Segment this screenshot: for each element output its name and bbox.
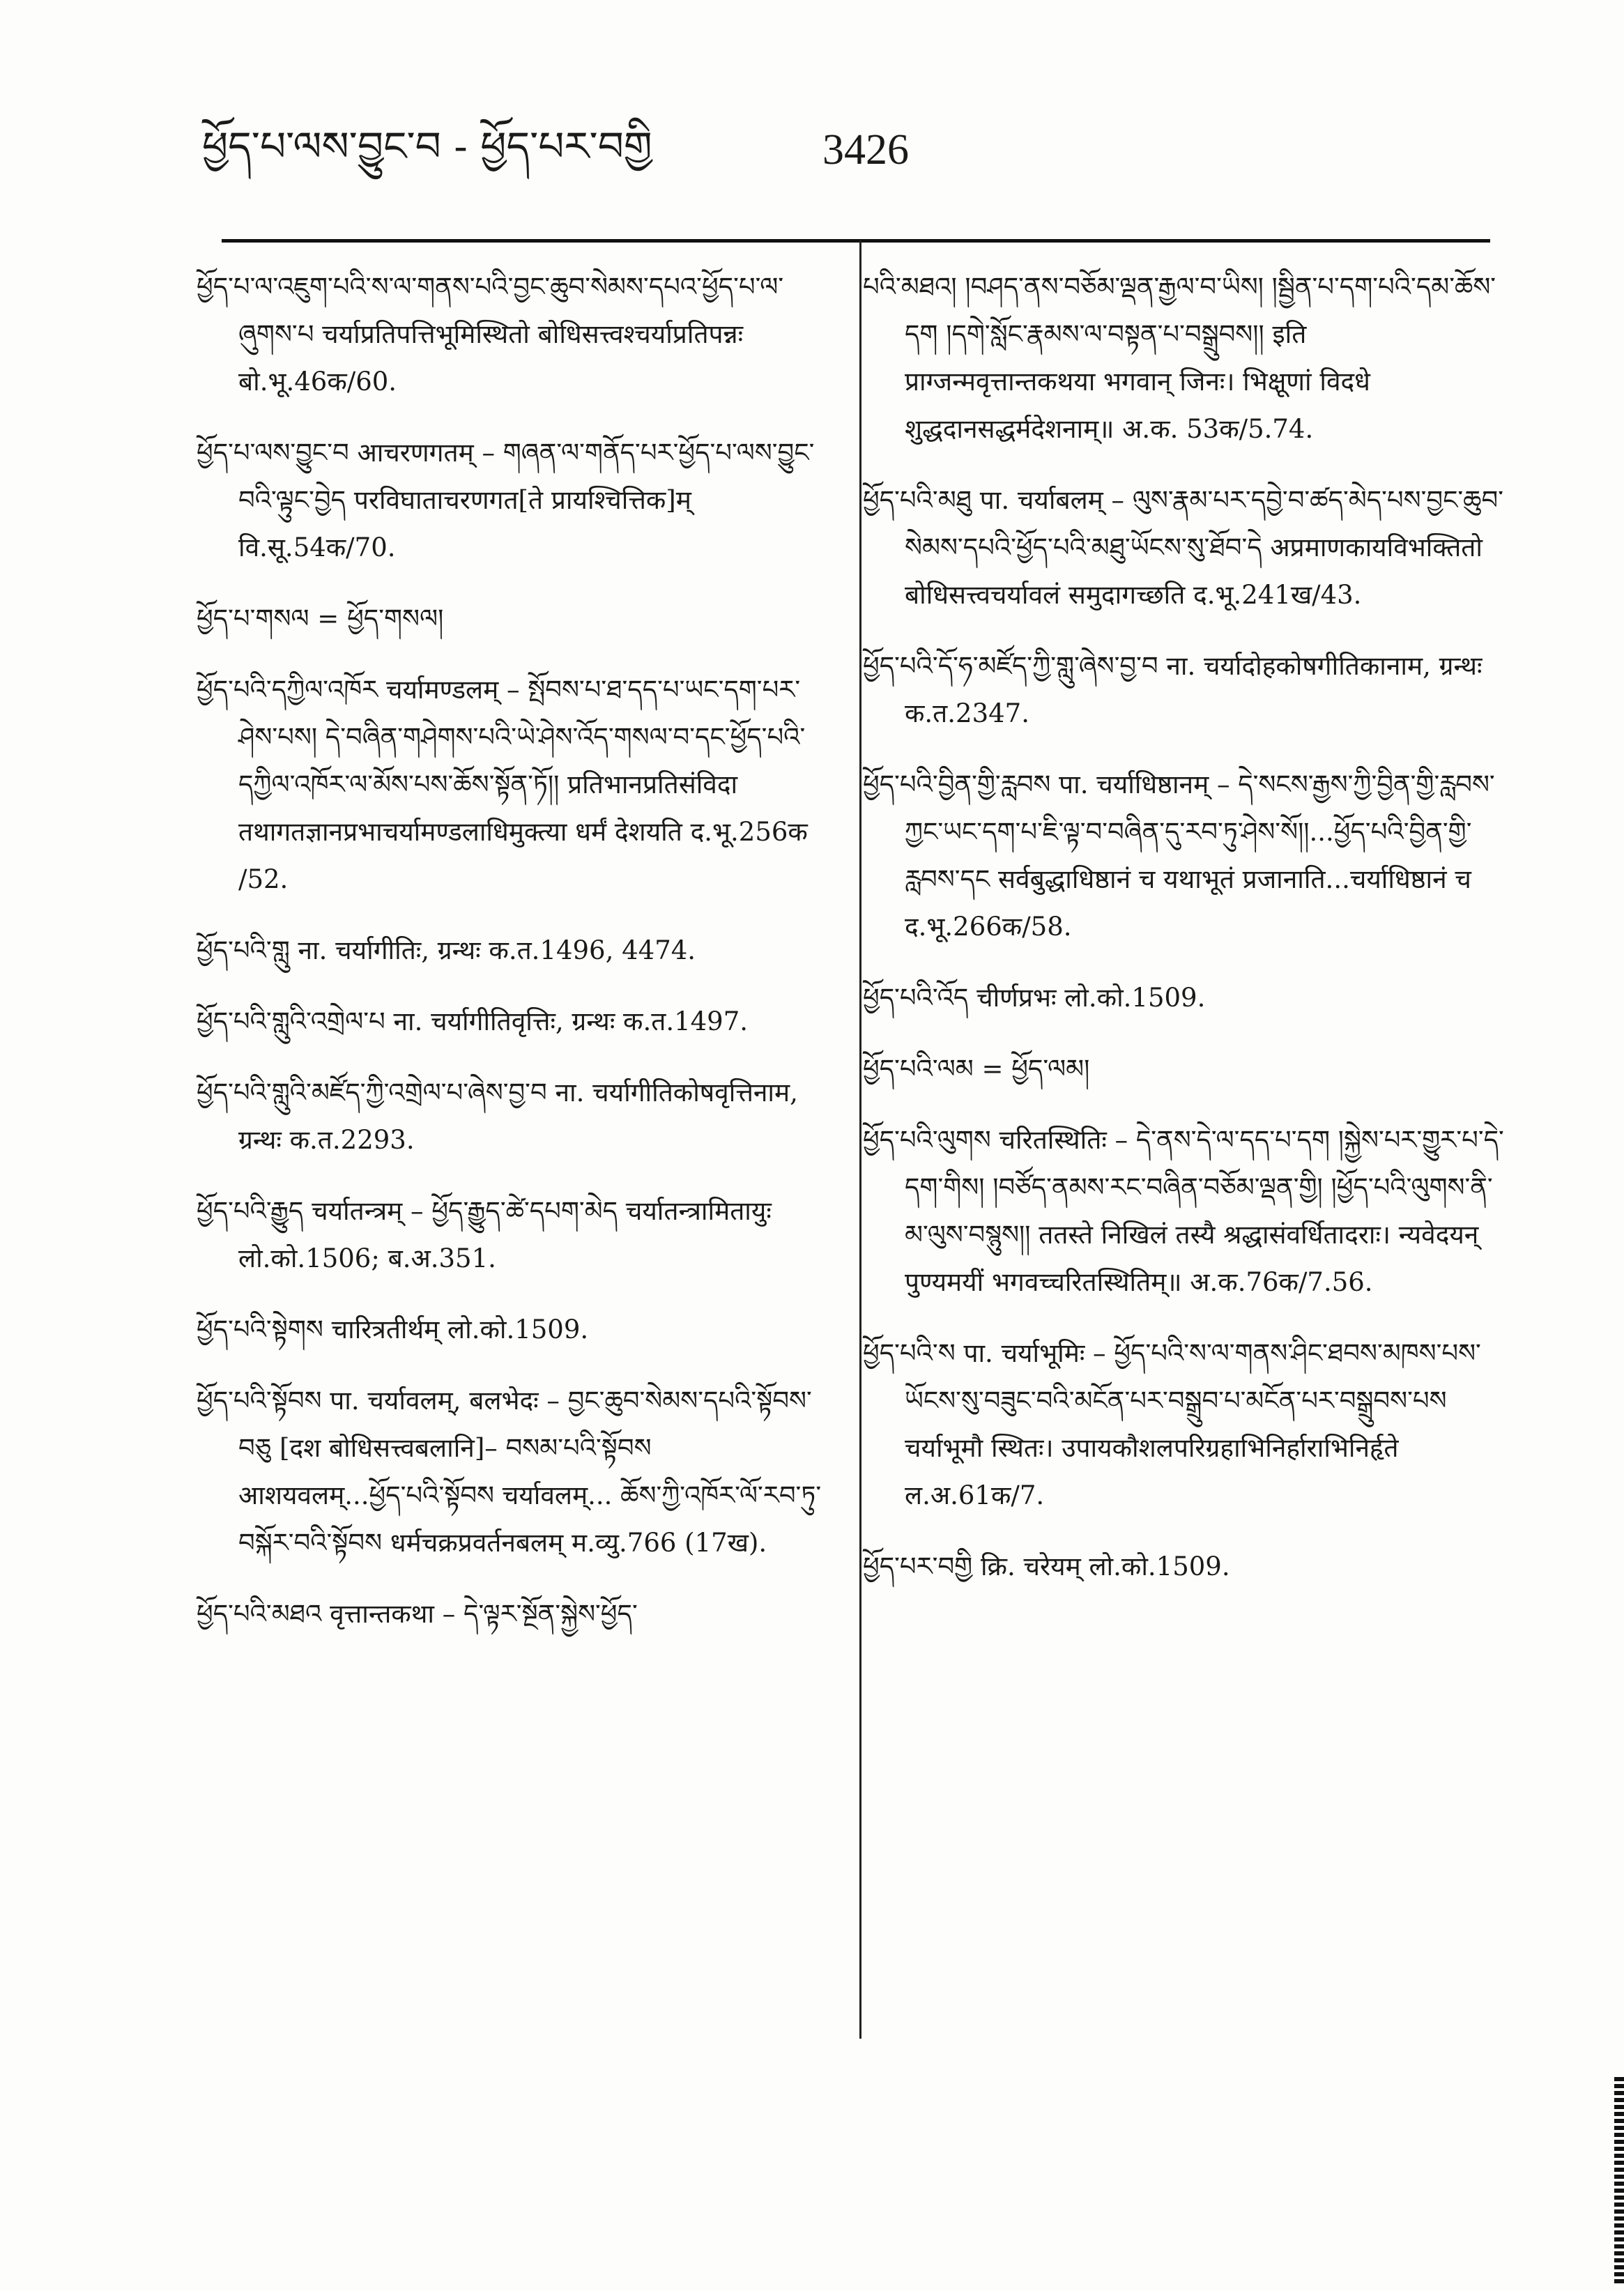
dictionary-entry: ཕྱོད་པར་བགྱི क्रि. चरेयम् लो.को.1509.: [863, 1551, 1230, 1581]
dictionary-entry: ཕྱོད་པའི་གླུའི་འགྲེལ་པ ना. चर्यागीतिवृत्तिः, ग्रन्थः क.त.1497.: [197, 1006, 749, 1036]
dictionary-entry: ཕྱོད་པའི་མཐུ पा. चर्याबलम् – ལུས་རྣམ་པར་དབྱེ་བ་ཚད་མེད་པས་བྱང་ཆུབ་སེམས་དཔའི་ཕྱོད་པའི་མཐུ་ཡོངས་སུ་ཐོབ་དེ अप्रमाणकायविभक्तितो बोधिसत्त्वचर्यावलं समुदागच्छति द.भू.241ख/43.: [863, 485, 1504, 610]
header-rule: [222, 239, 1490, 243]
dictionary-entry: ཕྱོད་པ་གསལ = ཕྱོད་གསལ།: [197, 604, 444, 634]
dictionary-entry: ཕྱོད་པའི་གླུ ना. चर्यागीतिः, ग्रन्थः क.त.1496, 4474.: [197, 935, 696, 965]
dictionary-entry: ཕྱོད་པའི་སྟེགས चारित्रतीर्थम् लो.को.1509.: [197, 1315, 589, 1344]
left-column: [197, 263, 824, 1662]
dictionary-entry: ཕྱོད་པའི་མཐའ वृत्तान्तकथा – དེ་ལྟར་སྔོན་སྐྱེས་ཕྱོད་: [197, 1599, 638, 1629]
dictionary-entry: ཕྱོད་པའི་འོད चीर्णप्रभः लो.को.1509.: [863, 983, 1206, 1013]
dictionary-entry: ཕྱོད་པ་ལས་བྱུང་བ आचरणगतम् – གཞན་ལ་གནོད་པར་ཕྱོད་པ་ལས་བྱུང་བའི་ལྟུང་བྱེད परविघाताचरणगत[ते प्रायश्चित्तिक]म् वि.सू.54क/70.: [197, 438, 815, 562]
dictionary-entry: ཕྱོད་པའི་རྒྱུད चर्यातन्त्रम् – ཕྱོད་རྒྱུད་ཚེ་དཔག་མེད चर्यातन्त्रामितायुः लो.को.1506; ब.अ.351.: [197, 1196, 772, 1273]
dictionary-entry: པའི་མཐའ། །བཤད་ནས་བཅོམ་ལྡན་རྒྱལ་བ་ཡིས། །སྦྱིན་པ་དག་པའི་དམ་ཆོས་དག །དགེ་སློང་རྣམས་ལ་བསྟན་པ་བསྒྲུབས།། इति प्राग्जन्मवृत्तान्तकथया भगवान् जिनः। भिक्षूणां विदधे शुद्धदानसद्धर्मदेशनाम्॥ अ.क. 53क/5.74.: [863, 272, 1496, 444]
dictionary-entry: ཕྱོད་པའི་བྱིན་གྱི་རླབས पा. चर्याधिष्ठानम् – དེ་སངས་རྒྱས་ཀྱི་བྱིན་གྱི་རླབས་ཀྱང་ཡང་དག་པ་ཇི་ལྟ་བ་བཞིན་དུ་རབ་ཏུ་ཤེས་སོ།།...ཕྱོད་པའི་བྱིན་གྱི་རླབས་དང सर्वबुद्धाधिष्ठानं च यथाभूतं प्रजानाति...चर्याधिष्ठानं च द.भू.266क/58.: [863, 769, 1495, 942]
running-header: ཕྱོད་པ་ལས་བྱུང་བ - ཕྱོད་པར་བགྱི: [202, 123, 652, 170]
dictionary-entry: ཕྱོད་པའི་སྟོབས पा. चर्यावलम्, बलभेदः – བྱང་ཆུབ་སེམས་དཔའི་སྟོབས་བཅུ [दश बोधिसत्त्वबलानि]– བསམ་པའི་སྟོབས आशयवलम्...ཕྱོད་པའི་སྟོབས चर्यावलम्... ཆོས་ཀྱི་འཁོར་ལོ་རབ་ཏུ་བསྐོར་བའི་སྟོབས धर्मचक्रप्रवर्तनबलम् म.व्यु.766 (17ख).: [197, 1386, 822, 1558]
dictionary-entry: ཕྱོད་པའི་ལུགས चरितस्थितिः – དེ་ནས་དེ་ལ་དད་པ་དག །སྐྱེས་པར་གྱུར་པ་དེ་དག་གིས། །བཙོད་ནམས་རང་བཞིན་བཅོམ་ལྡན་གྱི། །ཕྱོད་པའི་ལུགས་ནི་མ་ལུས་བསྙུས།། ततस्ते निखिलं तस्यै श्रद्धासंवर्धितादराः। न्यवेदयन् पुण्यमयीं भगवच्चरितस्थितिम्॥ अ.क.76क/7.56.: [863, 1125, 1504, 1297]
dictionary-entry: ཕྱོད་པའི་ལམ = ཕྱོད་ལམ།: [863, 1054, 1090, 1084]
dictionary-entry: ཕྱོད་པའི་གླུའི་མཛོད་ཀྱི་འགྲེལ་པ་ཞེས་བྱ་བ ना. चर्यागीतिकोषवृत्तिनाम, ग्रन्थः क.त.2293.: [197, 1078, 798, 1155]
right-column: [863, 263, 1504, 1614]
dictionary-entry: ཕྱོད་པའི་ས पा. चर्याभूमिः – ཕྱོད་པའི་ས་ལ་གནས་ཤིང་ཐབས་མཁས་པས་ཡོངས་སུ་བཟུང་བའི་མངོན་པར་བསྒྲུབ་པ་མངོན་པར་བསྒྲུབས་པས चर्याभूमौ स्थितः। उपायकौशलपरिग्रहाभिनिर्हाराभिनिर्हृते ल.अ.61क/7.: [863, 1338, 1481, 1510]
dictionary-entry: ཕྱོད་པ་ལ་འཇུག་པའི་ས་ལ་གནས་པའི་བྱང་ཆུབ་སེམས་དཔའ་ཕྱོད་པ་ལ་ཞུགས་པ चर्याप्रतिपत्तिभूमिस्थितो बोधिसत्त्वश्चर्याप्रतिपन्नः बो.भू.46क/60.: [197, 272, 784, 397]
scan-edge-artifact: [1614, 2077, 1624, 2286]
page-number: 3426: [822, 126, 909, 174]
column-divider: [859, 240, 861, 2039]
dictionary-entry: ཕྱོད་པའི་དཀྱིལ་འཁོར चर्यामण्डलम् – སྤོབས་པ་ཐ་དད་པ་ཡང་དག་པར་ཤེས་པས། དེ་བཞིན་གཤེགས་པའི་ཡེ་ཤེས་འོད་གསལ་བ་དང་ཕྱོད་པའི་དཀྱིལ་འཁོར་ལ་མོས་པས་ཆོས་སྟོན་ཏོ།། प्रतिभानप्रतिसंविदा तथागतज्ञानप्रभाचर्यामण्डलाधिमुक्त्या धर्मं देशयति द.भू.256क /52.: [197, 675, 808, 894]
dictionary-entry: ཕྱོད་པའི་དོ་ཧ་མཛོད་ཀྱི་གླུ་ཞེས་བྱ་བ ना. चर्यादोहकोषगीतिकानाम, ग्रन्थः क.त.2347.: [863, 651, 1483, 728]
